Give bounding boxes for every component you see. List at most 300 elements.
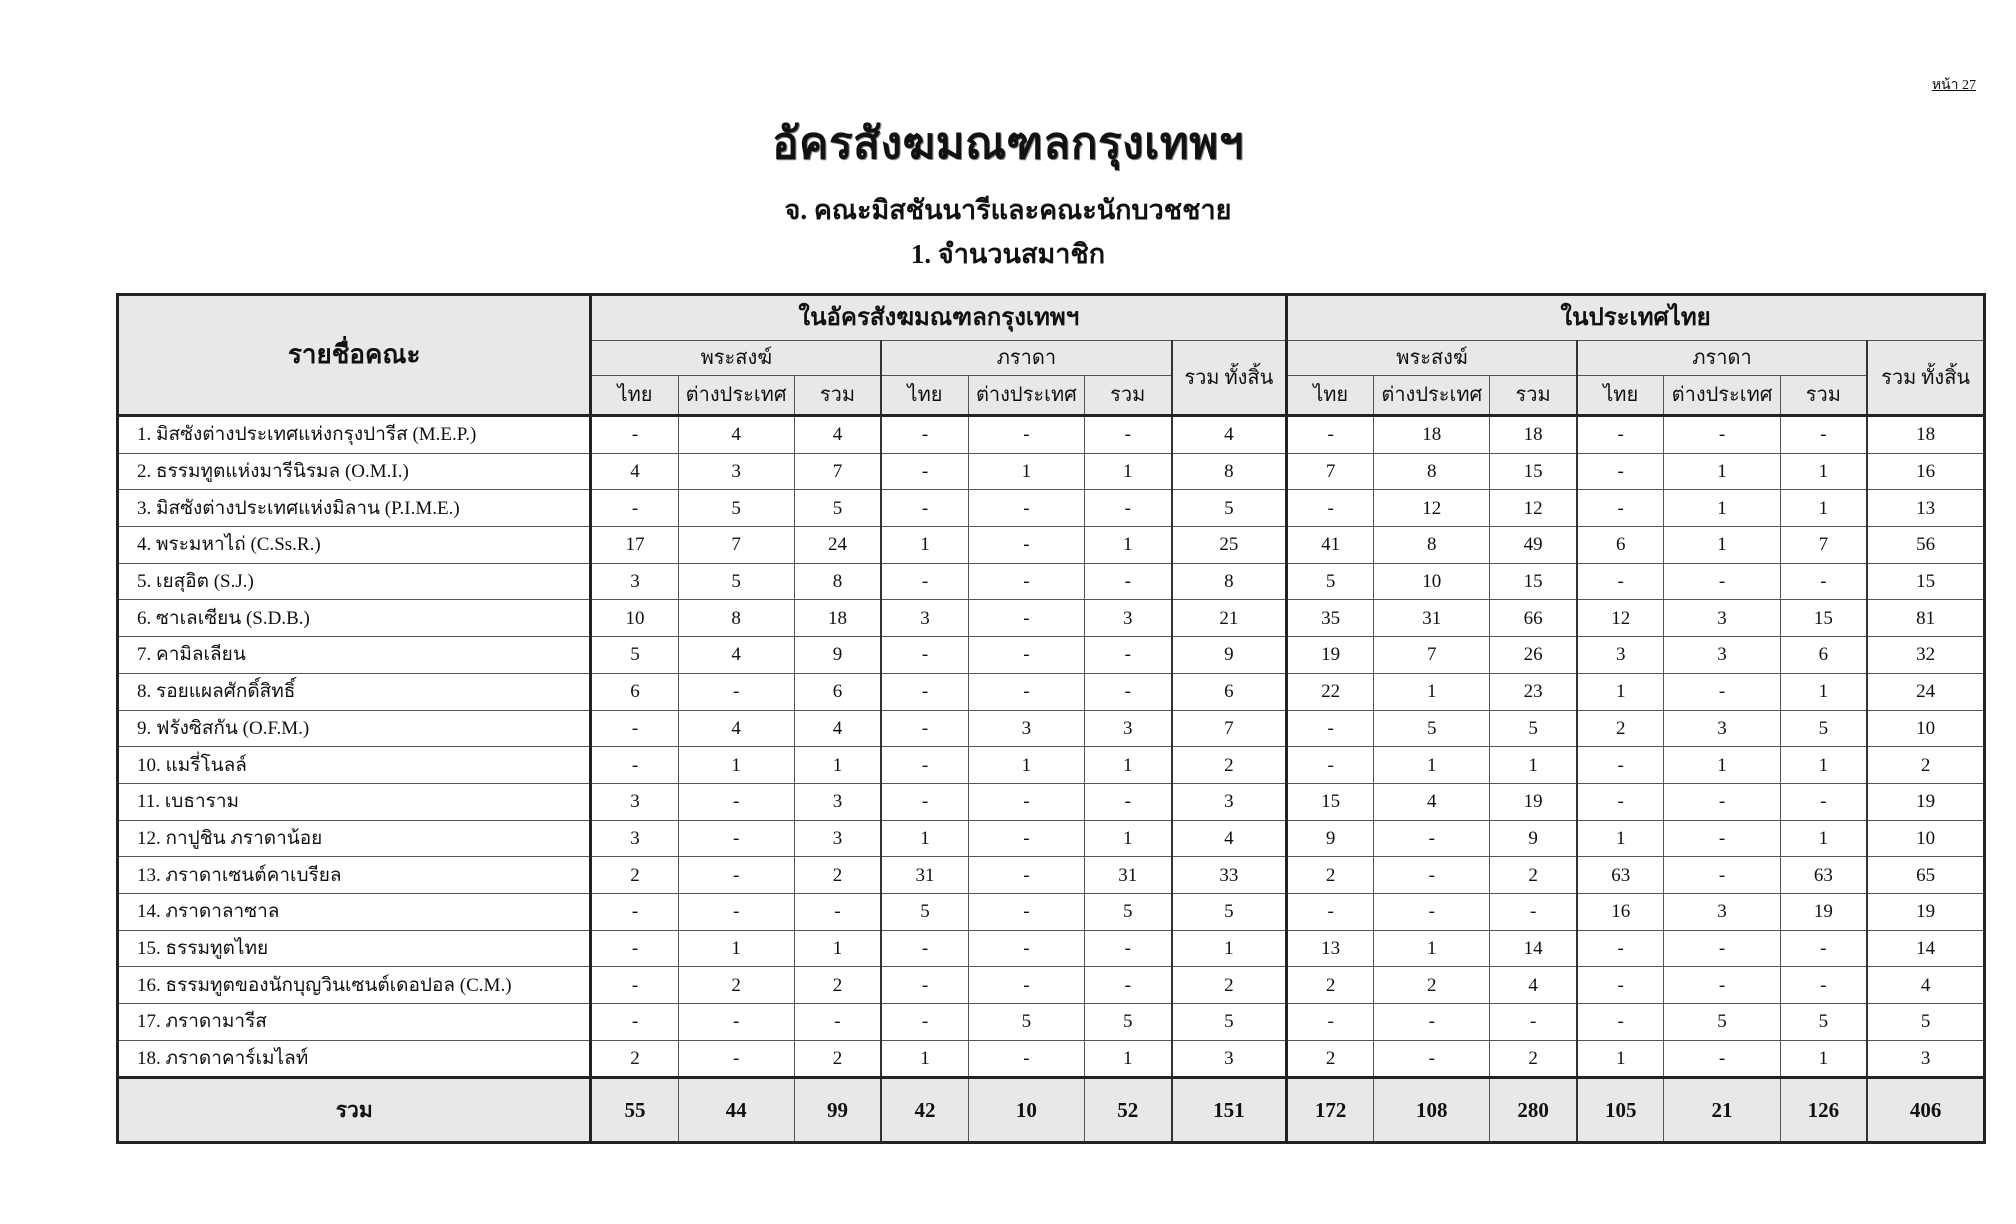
table-cell: - — [968, 783, 1084, 820]
table-cell: 4 — [1172, 820, 1287, 857]
table-cell: 10 — [1374, 563, 1490, 600]
table-cell: - — [1084, 967, 1171, 1004]
table-row — [118, 747, 1985, 784]
header-bkk-brothers: ภราดา — [881, 341, 1171, 376]
table-cell: 3 — [591, 820, 678, 857]
table-cell: - — [1577, 453, 1664, 490]
table-cell: 24 — [1867, 673, 1984, 710]
table-cell: 5 — [1780, 710, 1867, 747]
table-cell: 3 — [1867, 1040, 1984, 1078]
table-cell: 1 — [1374, 673, 1490, 710]
table-cell: 2 — [1490, 857, 1577, 894]
row-name: 8. รอยแผลศักดิ์สิทธิ์ — [118, 673, 591, 710]
table-cell: 6 — [794, 673, 881, 710]
header-sum: รวม — [794, 376, 881, 416]
table-cell: 4 — [794, 710, 881, 747]
table-cell: - — [1084, 783, 1171, 820]
table-cell: - — [794, 893, 881, 930]
table-cell: 5 — [678, 563, 794, 600]
table-cell: 2 — [794, 967, 881, 1004]
table-cell: 17 — [591, 527, 678, 564]
table-row — [118, 930, 1985, 967]
table-cell: 31 — [1374, 600, 1490, 637]
table-cell: 5 — [1084, 893, 1171, 930]
table-cell: - — [881, 416, 968, 454]
table-cell: 1 — [881, 1040, 968, 1078]
table-cell: - — [1084, 930, 1171, 967]
table-cell: 13 — [1867, 490, 1984, 527]
table-cell: 7 — [678, 527, 794, 564]
total-cell: 55 — [591, 1078, 678, 1143]
table-cell: 3 — [1664, 893, 1780, 930]
table-cell: 2 — [1287, 857, 1374, 894]
table-cell: 66 — [1490, 600, 1577, 637]
table-cell: 8 — [1374, 527, 1490, 564]
table-cell: 3 — [1664, 710, 1780, 747]
header-foreign: ต่างประเทศ — [1374, 376, 1490, 416]
table-cell: 3 — [1172, 1040, 1287, 1078]
table-cell: 1 — [1577, 820, 1664, 857]
table-cell: - — [881, 673, 968, 710]
table-cell: 1 — [1084, 453, 1171, 490]
table-cell: 56 — [1867, 527, 1984, 564]
table-cell: - — [1664, 967, 1780, 1004]
table-cell: - — [1577, 747, 1664, 784]
table-cell: - — [1490, 893, 1577, 930]
table-cell: - — [678, 857, 794, 894]
row-name: 17. ภราดามารีส — [118, 1004, 591, 1041]
table-cell: 7 — [1287, 453, 1374, 490]
table-cell: - — [968, 893, 1084, 930]
table-cell: 5 — [1172, 1004, 1287, 1041]
table-cell: 2 — [1867, 747, 1984, 784]
table-cell: 3 — [1172, 783, 1287, 820]
table-cell: - — [1664, 857, 1780, 894]
table-cell: 5 — [1172, 893, 1287, 930]
table-cell: - — [1374, 893, 1490, 930]
table-cell: - — [968, 967, 1084, 1004]
table-cell: 15 — [1287, 783, 1374, 820]
table-row — [118, 637, 1985, 674]
table-body — [118, 416, 1985, 1078]
header-thai: ไทย — [591, 376, 678, 416]
table-cell: - — [591, 893, 678, 930]
table-cell: 23 — [1490, 673, 1577, 710]
total-cell: 10 — [968, 1078, 1084, 1143]
table-cell: - — [591, 1004, 678, 1041]
header-sum: รวม — [1780, 376, 1867, 416]
table-cell: - — [968, 490, 1084, 527]
table-row — [118, 600, 1985, 637]
table-cell: 3 — [591, 563, 678, 600]
table-cell: - — [591, 930, 678, 967]
header-foreign: ต่างประเทศ — [678, 376, 794, 416]
table-row — [118, 710, 1985, 747]
table-cell: 81 — [1867, 600, 1984, 637]
table-cell: - — [591, 490, 678, 527]
table-cell: 7 — [1780, 527, 1867, 564]
table-cell: - — [1287, 710, 1374, 747]
table-cell: 1 — [1780, 673, 1867, 710]
table-cell: 1 — [678, 747, 794, 784]
table-cell: 10 — [1867, 710, 1984, 747]
header-foreign: ต่างประเทศ — [968, 376, 1084, 416]
row-name: 6. ซาเลเซียน (S.D.B.) — [118, 600, 591, 637]
table-cell: - — [1577, 563, 1664, 600]
row-name: 9. ฟรังซิสกัน (O.F.M.) — [118, 710, 591, 747]
table-cell: 1 — [968, 453, 1084, 490]
header-th-grand-total: รวม ทั้งสิ้น — [1867, 341, 1984, 416]
table-cell: - — [1287, 893, 1374, 930]
table-cell: 1 — [1172, 930, 1287, 967]
table-cell: - — [968, 637, 1084, 674]
table-cell: - — [794, 1004, 881, 1041]
table-row — [118, 893, 1985, 930]
table-cell: - — [1374, 820, 1490, 857]
table-cell: 1 — [1664, 747, 1780, 784]
table-cell: 5 — [1664, 1004, 1780, 1041]
header-group-thailand: ในประเทศไทย — [1287, 295, 1985, 341]
total-cell: 280 — [1490, 1078, 1577, 1143]
table-cell: - — [1374, 1004, 1490, 1041]
header-name: รายชื่อคณะ — [118, 295, 591, 416]
table-cell: - — [1577, 967, 1664, 1004]
table-cell: 6 — [1172, 673, 1287, 710]
table-cell: - — [1664, 416, 1780, 454]
table-cell: - — [1664, 673, 1780, 710]
table-cell: 1 — [1664, 453, 1780, 490]
table-cell: - — [968, 857, 1084, 894]
table-cell: 3 — [1577, 637, 1664, 674]
table-cell: 2 — [1287, 1040, 1374, 1078]
table-cell: - — [1577, 416, 1664, 454]
table-cell: - — [881, 490, 968, 527]
table-cell: - — [678, 820, 794, 857]
table-cell: 31 — [881, 857, 968, 894]
table-cell: - — [968, 1040, 1084, 1078]
table-cell: 5 — [591, 637, 678, 674]
table-cell: - — [968, 600, 1084, 637]
table-cell: 2 — [1287, 967, 1374, 1004]
header-sum: รวม — [1490, 376, 1577, 416]
table-cell: 24 — [794, 527, 881, 564]
table-cell: 14 — [1490, 930, 1577, 967]
table-cell: 4 — [1374, 783, 1490, 820]
table-cell: 25 — [1172, 527, 1287, 564]
table-cell: 3 — [1664, 637, 1780, 674]
table-cell: 19 — [1867, 783, 1984, 820]
table-cell: 14 — [1867, 930, 1984, 967]
table-cell: 18 — [1374, 416, 1490, 454]
table-cell: 22 — [1287, 673, 1374, 710]
table-cell: 5 — [1287, 563, 1374, 600]
table-cell: - — [881, 637, 968, 674]
table-cell: 6 — [1577, 527, 1664, 564]
table-cell: 1 — [1780, 453, 1867, 490]
table-cell: 1 — [1084, 820, 1171, 857]
total-cell: 44 — [678, 1078, 794, 1143]
table-cell: 8 — [1172, 453, 1287, 490]
header-th-priests: พระสงฆ์ — [1287, 341, 1577, 376]
table-cell: - — [1780, 783, 1867, 820]
table-cell: 1 — [678, 930, 794, 967]
table-cell: - — [678, 673, 794, 710]
table-cell: - — [1084, 637, 1171, 674]
total-cell: 21 — [1664, 1078, 1780, 1143]
page-subtitle: จ. คณะมิสชันนารีและคณะนักบวชชาย — [784, 195, 1232, 225]
table-cell: 18 — [794, 600, 881, 637]
table-cell: 7 — [794, 453, 881, 490]
table-cell: 2 — [591, 1040, 678, 1078]
header-thai: ไทย — [881, 376, 968, 416]
table-cell: - — [968, 527, 1084, 564]
table-cell: - — [881, 967, 968, 1004]
table-cell: 2 — [1172, 967, 1287, 1004]
table-cell: 18 — [1867, 416, 1984, 454]
table-cell: - — [591, 710, 678, 747]
table-cell: - — [1490, 1004, 1577, 1041]
header-group-bkk: ในอัครสังฆมณฑลกรุงเทพฯ — [591, 295, 1287, 341]
page-number: หน้า 27 — [1931, 78, 1976, 93]
table-cell: 3 — [968, 710, 1084, 747]
table-cell: 10 — [1867, 820, 1984, 857]
table-cell: 3 — [881, 600, 968, 637]
row-name: 14. ภราดาลาซาล — [118, 893, 591, 930]
table-cell: 21 — [1172, 600, 1287, 637]
section-heading: 1. จำนวนสมาชิก — [910, 239, 1106, 269]
table-cell: - — [1084, 416, 1171, 454]
table-cell: 1 — [1780, 747, 1867, 784]
table-cell: - — [1577, 783, 1664, 820]
table-cell: - — [591, 967, 678, 1004]
table-cell: 16 — [1867, 453, 1984, 490]
table-cell: 41 — [1287, 527, 1374, 564]
table-cell: 18 — [1490, 416, 1577, 454]
table-row — [118, 490, 1985, 527]
table-cell: - — [1374, 1040, 1490, 1078]
table-cell: 10 — [591, 600, 678, 637]
table-cell: - — [881, 710, 968, 747]
table-cell: 6 — [1780, 637, 1867, 674]
table-cell: - — [1664, 563, 1780, 600]
table-cell: - — [1664, 1040, 1780, 1078]
header-thai: ไทย — [1287, 376, 1374, 416]
total-cell: 105 — [1577, 1078, 1664, 1143]
table-cell: - — [1577, 1004, 1664, 1041]
table-cell: - — [968, 930, 1084, 967]
table-cell: - — [678, 783, 794, 820]
table-cell: 1 — [1490, 747, 1577, 784]
table-cell: 1 — [881, 527, 968, 564]
table-cell: 5 — [1172, 490, 1287, 527]
table-cell: - — [1780, 967, 1867, 1004]
row-name: 12. กาปูชิน ภราดาน้อย — [118, 820, 591, 857]
table-cell: - — [968, 563, 1084, 600]
table-cell: 1 — [968, 747, 1084, 784]
table-cell: 3 — [591, 783, 678, 820]
table-cell: 2 — [1577, 710, 1664, 747]
table-row — [118, 416, 1985, 454]
table-cell: 8 — [1374, 453, 1490, 490]
table-row — [118, 1004, 1985, 1041]
table-row — [118, 563, 1985, 600]
table-cell: 32 — [1867, 637, 1984, 674]
table-cell: 6 — [591, 673, 678, 710]
table-cell: 2 — [794, 857, 881, 894]
table-cell: 2 — [794, 1040, 881, 1078]
row-name: 18. ภราดาคาร์เมไลท์ — [118, 1040, 591, 1078]
table-cell: - — [881, 563, 968, 600]
table-cell: - — [678, 1040, 794, 1078]
table-cell: 5 — [1780, 1004, 1867, 1041]
table-cell: 15 — [1490, 453, 1577, 490]
table-row — [118, 527, 1985, 564]
table-cell: - — [881, 453, 968, 490]
table-cell: 1 — [1664, 490, 1780, 527]
table-cell: 5 — [1374, 710, 1490, 747]
table-cell: 15 — [1780, 600, 1867, 637]
table-cell: 5 — [794, 490, 881, 527]
table-cell: 4 — [1172, 416, 1287, 454]
table-cell: 2 — [1490, 1040, 1577, 1078]
table-cell: - — [1084, 563, 1171, 600]
table-cell: 3 — [1084, 710, 1171, 747]
table-cell: - — [678, 893, 794, 930]
table-cell: 1 — [1084, 527, 1171, 564]
table-cell: - — [1780, 416, 1867, 454]
table-cell: 3 — [1664, 600, 1780, 637]
table-cell: 1 — [1577, 673, 1664, 710]
table-cell: 1 — [1374, 747, 1490, 784]
table-cell: - — [1287, 490, 1374, 527]
table-cell: - — [678, 1004, 794, 1041]
table-cell: 4 — [1490, 967, 1577, 1004]
table-cell: 8 — [794, 563, 881, 600]
table-cell: 9 — [1287, 820, 1374, 857]
row-name: 3. มิสซังต่างประเทศแห่งมิลาน (P.I.M.E.) — [118, 490, 591, 527]
table-cell: 1 — [794, 930, 881, 967]
table-cell: - — [1780, 563, 1867, 600]
table-cell: 4 — [1867, 967, 1984, 1004]
row-name: 13. ภราดาเซนต์คาเบรียล — [118, 857, 591, 894]
table-cell: - — [1084, 490, 1171, 527]
table-cell: - — [1084, 673, 1171, 710]
total-cell: 126 — [1780, 1078, 1867, 1143]
table-cell: 1 — [1780, 1040, 1867, 1078]
table-cell: 33 — [1172, 857, 1287, 894]
table-row — [118, 673, 1985, 710]
table-cell: 9 — [794, 637, 881, 674]
table-cell: 4 — [591, 453, 678, 490]
header-sum: รวม — [1084, 376, 1171, 416]
header-th-brothers: ภราดา — [1577, 341, 1867, 376]
table-cell: 4 — [678, 416, 794, 454]
table-cell: 31 — [1084, 857, 1171, 894]
table-cell: - — [1287, 1004, 1374, 1041]
table-cell: - — [1577, 930, 1664, 967]
header-bkk-grand-total: รวม ทั้งสิ้น — [1172, 341, 1287, 416]
table-cell: 3 — [678, 453, 794, 490]
table-cell: 19 — [1780, 893, 1867, 930]
table-cell: 12 — [1490, 490, 1577, 527]
table-cell: 2 — [1374, 967, 1490, 1004]
row-name: 16. ธรรมทูตของนักบุญวินเซนต์เดอปอล (C.M.) — [118, 967, 591, 1004]
row-name: 7. คามิลเลียน — [118, 637, 591, 674]
table-cell: 1 — [881, 820, 968, 857]
table-cell: 19 — [1867, 893, 1984, 930]
table-row — [118, 783, 1985, 820]
table-cell: 5 — [1490, 710, 1577, 747]
table-cell: 9 — [1490, 820, 1577, 857]
row-name: 10. แมรี่โนลล์ — [118, 747, 591, 784]
row-name: 11. เบธาราม — [118, 783, 591, 820]
total-cell: 151 — [1172, 1078, 1287, 1143]
table-cell: - — [1287, 416, 1374, 454]
page-title: อัครสังฆมณฑลกรุงเทพฯ — [772, 119, 1244, 168]
table-cell: 5 — [678, 490, 794, 527]
table-cell: - — [1780, 930, 1867, 967]
total-cell: 52 — [1084, 1078, 1171, 1143]
table-cell: - — [968, 416, 1084, 454]
header-bkk-priests: พระสงฆ์ — [591, 341, 881, 376]
table-cell: 5 — [968, 1004, 1084, 1041]
table-cell: 63 — [1577, 857, 1664, 894]
header-foreign: ต่างประเทศ — [1664, 376, 1780, 416]
table-row — [118, 820, 1985, 857]
table-cell: 19 — [1490, 783, 1577, 820]
table-cell: 8 — [1172, 563, 1287, 600]
table-cell: 7 — [1374, 637, 1490, 674]
row-name: 15. ธรรมทูตไทย — [118, 930, 591, 967]
table-cell: 9 — [1172, 637, 1287, 674]
table-cell: - — [1664, 783, 1780, 820]
table-cell: - — [591, 416, 678, 454]
total-cell: 99 — [794, 1078, 881, 1143]
table-cell: - — [1577, 490, 1664, 527]
table-cell: 1 — [1084, 1040, 1171, 1078]
row-name: 1. มิสซังต่างประเทศแห่งกรุงปารีส (M.E.P.) — [118, 416, 591, 454]
total-row — [118, 1078, 1985, 1143]
table-cell: 8 — [678, 600, 794, 637]
table-cell: 5 — [881, 893, 968, 930]
table-cell: 16 — [1577, 893, 1664, 930]
table-cell: - — [881, 783, 968, 820]
total-label: รวม — [118, 1078, 591, 1143]
table-cell: 4 — [678, 637, 794, 674]
table-cell: 1 — [1780, 490, 1867, 527]
table-cell: 1 — [1664, 527, 1780, 564]
table-header — [118, 295, 1985, 416]
total-cell: 108 — [1374, 1078, 1490, 1143]
table-row — [118, 453, 1985, 490]
table-cell: 3 — [794, 783, 881, 820]
table-cell: 2 — [678, 967, 794, 1004]
table-cell: 4 — [794, 416, 881, 454]
table-cell: 65 — [1867, 857, 1984, 894]
table-cell: 26 — [1490, 637, 1577, 674]
table-cell: - — [1664, 930, 1780, 967]
table-row — [118, 857, 1985, 894]
table-cell: 1 — [1780, 820, 1867, 857]
table-cell: 15 — [1490, 563, 1577, 600]
table-cell: 12 — [1577, 600, 1664, 637]
table-cell: 5 — [1867, 1004, 1984, 1041]
table-cell: 63 — [1780, 857, 1867, 894]
table-cell: 5 — [1084, 1004, 1171, 1041]
table-cell: - — [881, 1004, 968, 1041]
table-cell: 2 — [1172, 747, 1287, 784]
table-cell: 12 — [1374, 490, 1490, 527]
